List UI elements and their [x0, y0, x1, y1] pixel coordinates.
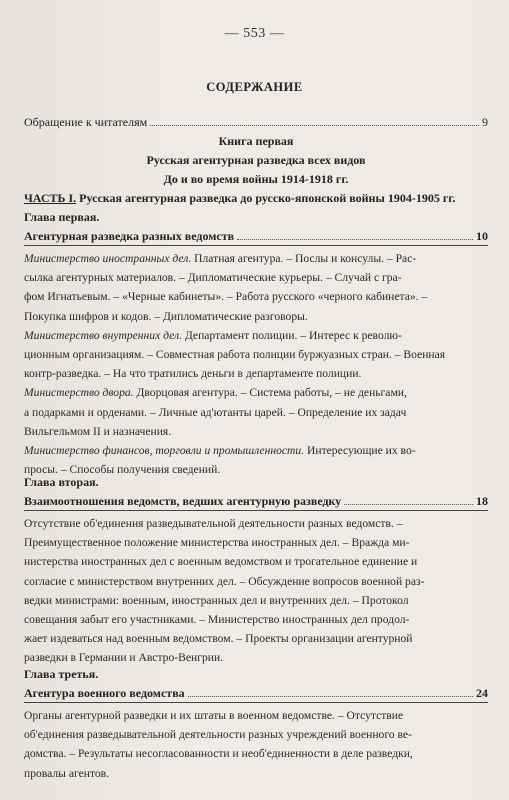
summary-line: домства. – Результаты несогласованности и необ'единенности в деле разведки, [24, 747, 413, 761]
part-heading[interactable] [24, 189, 488, 208]
book-label: Книга первая [218, 134, 294, 148]
summary-line: а подарками и орденами. – Личные ад'ютанты царей. – Определение их задач [24, 405, 407, 419]
section-italic: Министерство двора. [24, 386, 134, 400]
section-italic: Министерство внутренних дел. [24, 328, 182, 342]
toc-entry-page: 24 [476, 686, 488, 700]
book-title: Русская агентурная разведка всех видов [146, 153, 366, 167]
summary-line: Интересующие их во- [307, 444, 416, 458]
rule [24, 510, 488, 511]
summary-line: нистерства иностранных дел с военным ведомством и трогательное единение и [24, 555, 418, 569]
summary-line: Органы агентурной разведки и их штаты в военном ведомстве. – Отсутствие [24, 709, 404, 722]
chapter-3-label: Глава третья. [24, 667, 99, 681]
summary-line: Покупка шифров и кодов. – Дипломатические разговоры. [24, 309, 308, 323]
toc-entry-chapter-1[interactable] [24, 227, 488, 246]
section-italic: Министерство финансов, торговли и промышленности. [24, 444, 305, 458]
page-number: — 553 — [224, 26, 285, 41]
rule [24, 245, 488, 246]
summary-line: совещания забыт его участниками. – Министерство иностранных дел продол- [24, 613, 410, 627]
chapter-2-label: Глава вторая. [24, 475, 99, 489]
toc-entry-chapter-2[interactable] [24, 492, 488, 511]
section-italic: Министерство иностранных дел. [24, 252, 192, 265]
summary-line: согласие с министерством внутренних дел. – Обсуждение вопросов военной раз- [24, 574, 425, 588]
part-title: Русская агентурная разведка до русско-японской войны 1904-1905 гг. [79, 191, 456, 205]
chapter-1-summary [24, 249, 488, 479]
part-label: ЧАСТЬ I. [24, 191, 77, 205]
leader-dots [188, 696, 473, 697]
toc-entry-title: Обращение к читателям [24, 115, 148, 129]
toc-entry-chapter-3[interactable] [24, 684, 488, 703]
chapter-3-summary [24, 706, 488, 783]
summary-line: об'единения разведывательной деятельности разных учреждений военного ве- [24, 728, 412, 742]
summary-line: Вильгельмом II и назначения. [24, 424, 172, 438]
summary-line: Отсутствие об'единения разведывательной деятельности разных ведомств. – [24, 517, 403, 530]
leader-dots [344, 504, 473, 505]
summary-line: Департамент полиции. – Интерес к револю- [184, 328, 402, 342]
chapter-2-summary [24, 514, 488, 668]
summary-line: Дворцовая агентура. – Система работы, – не деньгами, [136, 386, 407, 400]
toc-entry-page: 9 [482, 115, 488, 129]
page-title: СОДЕРЖАНИЕ [206, 80, 303, 94]
toc-entry-address[interactable] [24, 113, 488, 132]
leader-dots [150, 125, 479, 126]
toc-entry-title: Агентура военного ведомства [24, 686, 185, 700]
summary-line: ведки министрами: военным, иностранных дел и внутренних дел. – Протокол [24, 593, 409, 607]
summary-line: контр-разведка. – На что тратились деньги в департаменте полиции. [24, 367, 362, 381]
toc-entry-title: Взаимоотношения ведомств, ведших агентурную разведку [24, 494, 342, 508]
summary-line: разведки в Германии и Австро-Венгрии. [24, 651, 224, 665]
toc-entry-page: 18 [476, 494, 488, 508]
rule [24, 702, 488, 703]
book-period: До и во время войны 1914-1918 гг. [163, 172, 349, 186]
chapter-1-label: Глава первая. [24, 210, 100, 224]
summary-line: Преимущественное положение министерства иностранных дел. – Вражда ми- [24, 536, 410, 550]
leader-dots [237, 239, 473, 240]
summary-line: фом Игнатьевым. – «Черные кабинеты». – Работа русского «черного кабинета». – [24, 290, 428, 304]
summary-line: сылка агентурных материалов. – Дипломатические курьеры. – Случай с гра- [24, 271, 402, 285]
summary-line: жает издеваться над военным ведомством. – Проекты организации агентурной [24, 632, 413, 646]
summary-line: провалы агентов. [24, 766, 110, 780]
summary-line: просы. – Способы получения сведений. [24, 463, 221, 477]
toc-entry-title: Агентурная разведка разных ведомств [24, 229, 235, 243]
summary-line: ционным организациям. – Совместная работа полиции буржуазных стран. – Военная [24, 348, 446, 362]
toc-entry-page: 10 [476, 229, 488, 243]
summary-line: Платная агентура. – Послы и консулы. – Рас- [194, 252, 417, 265]
